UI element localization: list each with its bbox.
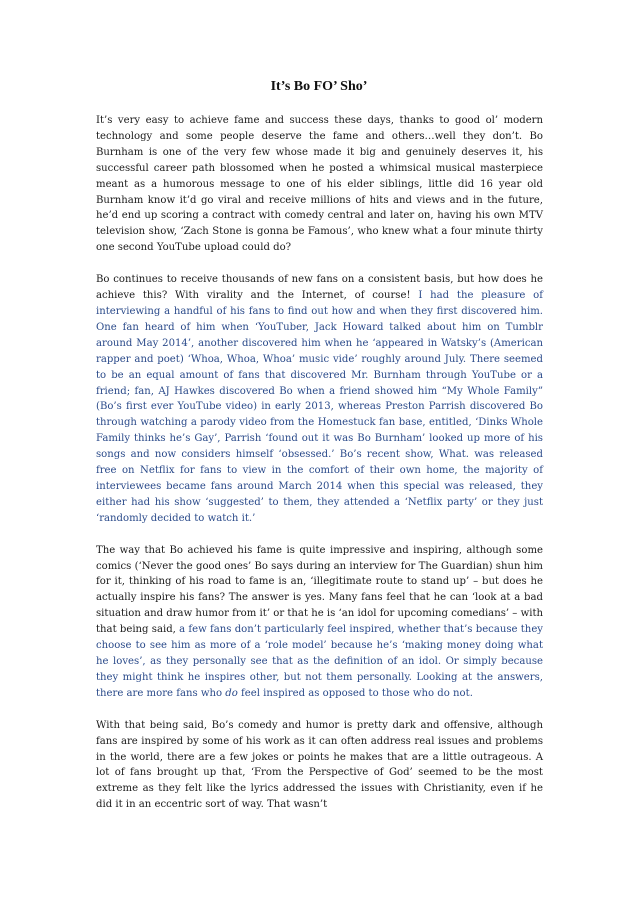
paragraph [96, 718, 543, 813]
highlighted-text: do [225, 687, 238, 699]
paragraph [96, 543, 543, 702]
highlighted-text: a few fans don’t particularly feel inspired, whether that’s because they choose to see him as more of a ‘role model’ because he’s ‘making money doing what he loves’, as they personally see that as the definition of an idol. Or simply because they might think he inspires other, but not them personally. Looking at the answers, there are more fans who [96, 624, 543, 699]
document-title: It’s Bo FO’ Sho’ [270, 79, 368, 94]
paragraph-text: Bo continues to receive thousands of new fans on a consistent basis, but how does he achieve this? With virality and the Internet, of course! [96, 274, 543, 302]
document-body [96, 113, 543, 829]
paragraph-text: It’s very easy to achieve fame and success these days, thanks to good ol’ modern technology and some people deserve the fame and others…well they don’t. Bo Burnham is one of the very few whose made it big and genuinely deserves it, his successful career path blossomed when he posted a whimsical musical masterpiece meant as a humorous message to one of his elder siblings, little did 16 year old Burnham know it’d go viral and receive millions of hits and views and in the future, he’d end up scoring a contract with comedy central and later on, having his own MTV television show, ‘Zach Stone is gonna be Famous’, who knew what a four minute thirty one second YouTube upload could do? [96, 115, 543, 254]
paragraph [96, 272, 543, 527]
highlighted-text: I had the pleasure of interviewing a handful of his fans to find out how and when they first discovered him. One fan heard of him when ‘YouTuber, Jack Howard talked about him on Tumblr around May 2014’, another discovered him when he ‘appeared in Watsky’s (American rapper and poet) ‘Whoa, Whoa, Whoa’ music vide’ roughly around July. There seemed to be an equal amount of fans that discovered Mr. Burnham through YouTube or a friend; fan, AJ Hawkes discovered Bo when a friend showed him “My Whole Family” (Bo’s first ever YouTube video) in early 2013, whereas Preston Parrish discovered Bo through watching a parody video from the Homestuck fan base, entitled, ‘Dinks Whole Family thinks he’s Gay’, Parrish ‘found out it was Bo Burnham’ looked up more of his songs and now considers himself ‘obsessed.’ Bo’s recent show, What. was released free on Netflix for fans to view in the comfort of their own home, the majority of interviewees became fans around March 2014 when this special was released, they either had his show ‘suggested’ to them, they attended a ‘Netflix party’ or they just ‘randomly decided to watch it.’ [96, 290, 543, 524]
paragraph-text: With that being said, Bo’s comedy and humor is pretty dark and offensive, although fans are inspired by some of his work as it can often address real issues and problems in the world, there are a few jokes or points he makes that are a little outrageous. A lot of fans brought up that, ‘From the Perspective of God’ seemed to be the most extreme as they felt like the lyrics addressed the issues with Christianity, even if he did it in an eccentric sort of way. That wasn’t [96, 719, 543, 811]
paragraph-text: The way that Bo achieved his fame is quite impressive and inspiring, although some comics (‘Never the good ones’ Bo says during an interview for The Guardian) shun him for it, thinking of his road to fame is an, ‘illegitimate route to stand up’ – but does he actually inspire his fans? The answer is yes. Many fans feel that he can ‘look at a bad situation and draw humor from it’ or that he is ‘an idol for upcoming comedians’ – with that being said, [96, 544, 543, 636]
paragraph [96, 113, 543, 256]
highlighted-text: feel inspired as opposed to those who do not. [237, 687, 473, 699]
